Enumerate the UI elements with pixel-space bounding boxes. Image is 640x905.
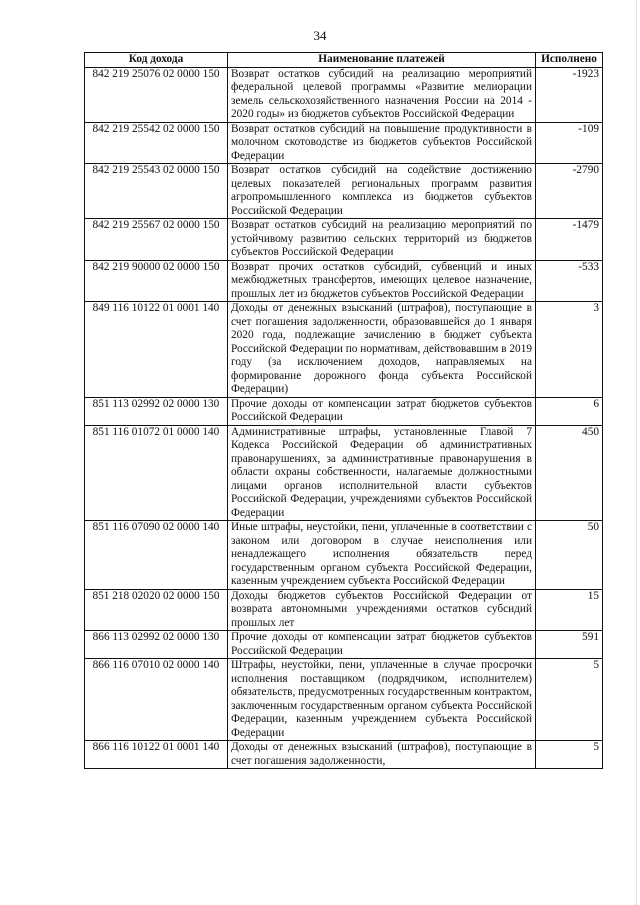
table-row [85, 397, 603, 425]
income-code: 866 113 02992 02 0000 130 [85, 631, 228, 659]
header-name: Наименование платежей [228, 53, 536, 68]
executed-amount: -533 [536, 260, 603, 302]
payment-name: Штрафы, неустойки, пени, уплаченные в случае просрочки исполнения поставщиком (подрядчиком, исполнителем) обязательств, предусмотренных государственным контрактом, заключенным государственным органом субъекта Российской Федерации, казенным учреждением субъекта Российской Федерации [228, 659, 536, 741]
income-code: 842 219 25076 02 0000 150 [85, 67, 228, 122]
income-code: 842 219 90000 02 0000 150 [85, 260, 228, 302]
executed-amount: -1479 [536, 219, 603, 261]
table-row [85, 589, 603, 631]
payment-name: Возврат остатков субсидий на содействие достижению целевых показателей региональных программ развития агропромышленного комплекса из бюджетов субъектов Российской Федерации [228, 164, 536, 219]
executed-amount: 3 [536, 302, 603, 398]
header-value: Исполнено [536, 53, 603, 68]
payment-name: Административные штрафы, установленные Главой 7 Кодекса Российской Федерации об административных правонарушениях, за административные правонарушения в области охраны собственности, налагаемые должностными лицами органов исполнительной власти субъектов Российской Федерации, учреждениями субъектов Российской Федерации [228, 425, 536, 521]
income-code: 849 116 10122 01 0001 140 [85, 302, 228, 398]
income-code: 851 116 07090 02 0000 140 [85, 521, 228, 590]
income-code: 851 218 02020 02 0000 150 [85, 589, 228, 631]
table-row [85, 122, 603, 164]
executed-amount: 450 [536, 425, 603, 521]
payment-name: Возврат прочих остатков субсидий, субвенций и иных межбюджетных трансфертов, имеющих целевое назначение, прошлых лет из бюджетов субъектов Российской Федерации [228, 260, 536, 302]
executed-amount: 6 [536, 397, 603, 425]
payment-name: Прочие доходы от компенсации затрат бюджетов субъектов Российской Федерации [228, 631, 536, 659]
income-code: 851 116 01072 01 0000 140 [85, 425, 228, 521]
payment-name: Возврат остатков субсидий на реализацию мероприятий федеральной целевой программы «Развитие мелиорации земель сельскохозяйственного назначения России на 2014 - 2020 годы» из бюджетов субъектов Российской Федерации [228, 67, 536, 122]
executed-amount: -2790 [536, 164, 603, 219]
executed-amount: 5 [536, 659, 603, 741]
table-row [85, 631, 603, 659]
header-code: Код дохода [85, 53, 228, 68]
executed-amount: 5 [536, 741, 603, 769]
table-row [85, 219, 603, 261]
table-row [85, 302, 603, 398]
income-code: 842 219 25567 02 0000 150 [85, 219, 228, 261]
income-code: 866 116 07010 02 0000 140 [85, 659, 228, 741]
revenue-table [84, 52, 603, 769]
income-code: 851 113 02992 02 0000 130 [85, 397, 228, 425]
executed-amount: -109 [536, 122, 603, 164]
table-row [85, 741, 603, 769]
payment-name: Прочие доходы от компенсации затрат бюджетов субъектов Российской Федерации [228, 397, 536, 425]
executed-amount: -1923 [536, 67, 603, 122]
payment-name: Доходы бюджетов субъектов Российской Федерации от возврата автономными учреждениями остатков субсидий прошлых лет [228, 589, 536, 631]
payment-name: Доходы от денежных взысканий (штрафов), поступающие в счет погашения задолженности, образовавшейся до 1 января 2020 года, подлежащие зачислению в бюджет субъекта Российской Федерации по нормативам, действовавшим в 2019 году (за исключением доходов, направляемых на формирование дорожного фонда субъекта Российской Федерации) [228, 302, 536, 398]
scan-edge-mark [633, 0, 637, 905]
payment-name: Доходы от денежных взысканий (штрафов), поступающие в счет погашения задолженности, [228, 741, 536, 769]
executed-amount: 50 [536, 521, 603, 590]
income-code: 842 219 25542 02 0000 150 [85, 122, 228, 164]
table-row [85, 67, 603, 122]
table-row [85, 425, 603, 521]
income-code: 866 116 10122 01 0001 140 [85, 741, 228, 769]
payment-name: Иные штрафы, неустойки, пени, уплаченные в соответствии с законом или договором в случае неисполнения или ненадлежащего исполнения обязательств перед государственным органом субъекта Российской Федерации, казенным учреждением субъекта Российской Федерации [228, 521, 536, 590]
table-row [85, 521, 603, 590]
income-code: 842 219 25543 02 0000 150 [85, 164, 228, 219]
table-row [85, 164, 603, 219]
table-header-row [85, 53, 603, 68]
table-row [85, 659, 603, 741]
payment-name: Возврат остатков субсидий на повышение продуктивности в молочном скотоводстве из бюджетов субъектов Российской Федерации [228, 122, 536, 164]
page-number: 34 [313, 28, 327, 43]
executed-amount: 15 [536, 589, 603, 631]
executed-amount: 591 [536, 631, 603, 659]
table-row [85, 260, 603, 302]
payment-name: Возврат остатков субсидий на реализацию мероприятий по устойчивому развитию сельских территорий из бюджетов субъектов Российской Федерации [228, 219, 536, 261]
